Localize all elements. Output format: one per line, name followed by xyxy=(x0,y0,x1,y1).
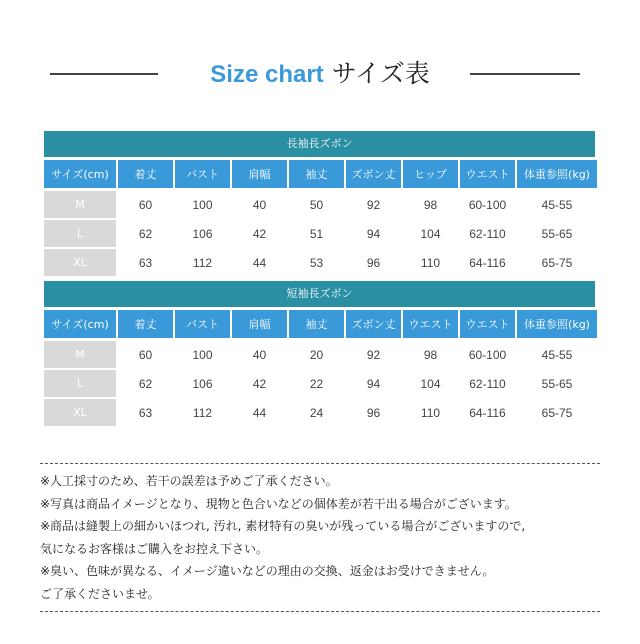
note-line: ※商品は縫製上の細かいほつれ, 汚れ, 素材特有の臭いが残っている場合がございますので, xyxy=(40,519,526,533)
table-cell: 98 xyxy=(423,197,438,212)
table-cell: 104 xyxy=(420,376,441,391)
table-cell: 100 xyxy=(192,347,213,362)
column-header: ヒップ xyxy=(403,160,458,188)
column-header: 着丈 xyxy=(118,310,173,338)
table-cell: 40 xyxy=(252,197,267,212)
table-title: 短袖長ズボン xyxy=(44,281,595,307)
page-title xyxy=(0,54,640,90)
table-cell: 50 xyxy=(309,197,324,212)
table-cell: 63 xyxy=(138,405,153,420)
table-cell: 62 xyxy=(138,226,153,241)
table-row xyxy=(44,249,595,276)
table-cell: 96 xyxy=(366,255,381,270)
column-header: ズボン丈 xyxy=(346,160,401,188)
table-cell: 24 xyxy=(309,405,324,420)
column-header: 体重参照(kg) xyxy=(517,310,597,338)
size-table xyxy=(44,131,595,276)
column-header: ウエスト xyxy=(460,160,515,188)
column-header: 体重参照(kg) xyxy=(517,160,597,188)
table-cell: 20 xyxy=(309,347,324,362)
table-cell: 45-55 xyxy=(541,347,573,362)
table-cell: 60 xyxy=(138,197,153,212)
table-cell: 60-100 xyxy=(468,347,507,362)
table-cell: 62-110 xyxy=(469,376,506,391)
size-label-cell: XL xyxy=(44,249,116,276)
table-header-row xyxy=(44,160,595,188)
table-cell: 42 xyxy=(252,376,267,391)
table-cell: 63 xyxy=(138,255,153,270)
notes-list xyxy=(40,464,600,611)
table-cell: 62 xyxy=(138,376,153,391)
table-cell: 51 xyxy=(309,226,324,241)
column-header: 肩幅 xyxy=(232,310,287,338)
table-cell: 110 xyxy=(420,405,441,420)
table-cell: 65-75 xyxy=(541,255,573,270)
table-cell: 96 xyxy=(366,405,381,420)
table-cell: 92 xyxy=(366,347,381,362)
column-header: 袖丈 xyxy=(289,160,344,188)
column-header: 肩幅 xyxy=(232,160,287,188)
table-cell: 98 xyxy=(423,347,438,362)
table-cell: 112 xyxy=(192,255,213,270)
table-cell: 64-116 xyxy=(469,405,506,420)
table-cell: 40 xyxy=(252,347,267,362)
column-header: サイズ(cm) xyxy=(44,160,116,188)
size-table xyxy=(44,281,595,426)
table-header-row xyxy=(44,310,595,338)
table-cell: 110 xyxy=(420,255,441,270)
table-cell: 22 xyxy=(309,376,324,391)
table-cell: 53 xyxy=(309,255,324,270)
table-cell: 64-116 xyxy=(469,255,506,270)
notes-bottom-divider xyxy=(40,611,600,612)
column-header: ウエスト xyxy=(460,310,515,338)
column-header: ズボン丈 xyxy=(346,310,401,338)
column-header: ウエスト xyxy=(403,310,458,338)
title-divider-right xyxy=(470,73,580,75)
notes-section xyxy=(40,463,600,612)
table-row xyxy=(44,220,595,247)
table-cell: 44 xyxy=(252,405,267,420)
column-header: バスト xyxy=(175,310,230,338)
table-row xyxy=(44,341,595,368)
table-cell: 104 xyxy=(420,226,441,241)
table-cell: 92 xyxy=(366,197,381,212)
table-row xyxy=(44,399,595,426)
column-header: バスト xyxy=(175,160,230,188)
table-cell: 62-110 xyxy=(469,226,506,241)
column-header: 袖丈 xyxy=(289,310,344,338)
table-cell: 45-55 xyxy=(541,197,573,212)
table-cell: 42 xyxy=(252,226,267,241)
table-cell: 60-100 xyxy=(468,197,507,212)
note-line: 気になるお客様はご購入をお控え下さい。 xyxy=(40,541,269,556)
note-line: ※人工採寸のため、若干の誤差は予めご了承ください。 xyxy=(40,474,338,488)
table-title: 長袖長ズボン xyxy=(44,131,595,157)
size-label-cell: L xyxy=(44,220,116,247)
note-line: ご了承くださいませ。 xyxy=(40,586,160,601)
note-line: ※写真は商品イメージとなり、現物と色合いなどの個体差が若干出る場合がございます。 xyxy=(40,496,517,511)
title-row xyxy=(0,52,640,92)
table-cell: 100 xyxy=(192,197,213,212)
size-label-cell: XL xyxy=(44,399,116,426)
title-english: Size chart xyxy=(210,61,324,88)
size-label-cell: M xyxy=(44,191,116,218)
column-header: サイズ(cm) xyxy=(44,310,116,338)
table-cell: 106 xyxy=(192,376,213,391)
size-tables xyxy=(44,131,595,428)
table-cell: 44 xyxy=(252,255,267,270)
table-cell: 112 xyxy=(192,405,213,420)
note-line: ※臭い、色味が異なる、イメージ違いなどの理由の交換、返金はお受けできません。 xyxy=(40,564,495,578)
table-cell: 60 xyxy=(138,347,153,362)
table-cell: 94 xyxy=(366,376,381,391)
size-label-cell: L xyxy=(44,370,116,397)
table-cell: 94 xyxy=(366,226,381,241)
table-row xyxy=(44,191,595,218)
table-row xyxy=(44,370,595,397)
table-cell: 65-75 xyxy=(541,405,573,420)
table-cell: 55-65 xyxy=(541,226,573,241)
table-cell: 55-65 xyxy=(541,376,573,391)
title-japanese: サイズ表 xyxy=(331,59,430,88)
column-header: 着丈 xyxy=(118,160,173,188)
size-label-cell: M xyxy=(44,341,116,368)
table-cell: 106 xyxy=(192,226,213,241)
